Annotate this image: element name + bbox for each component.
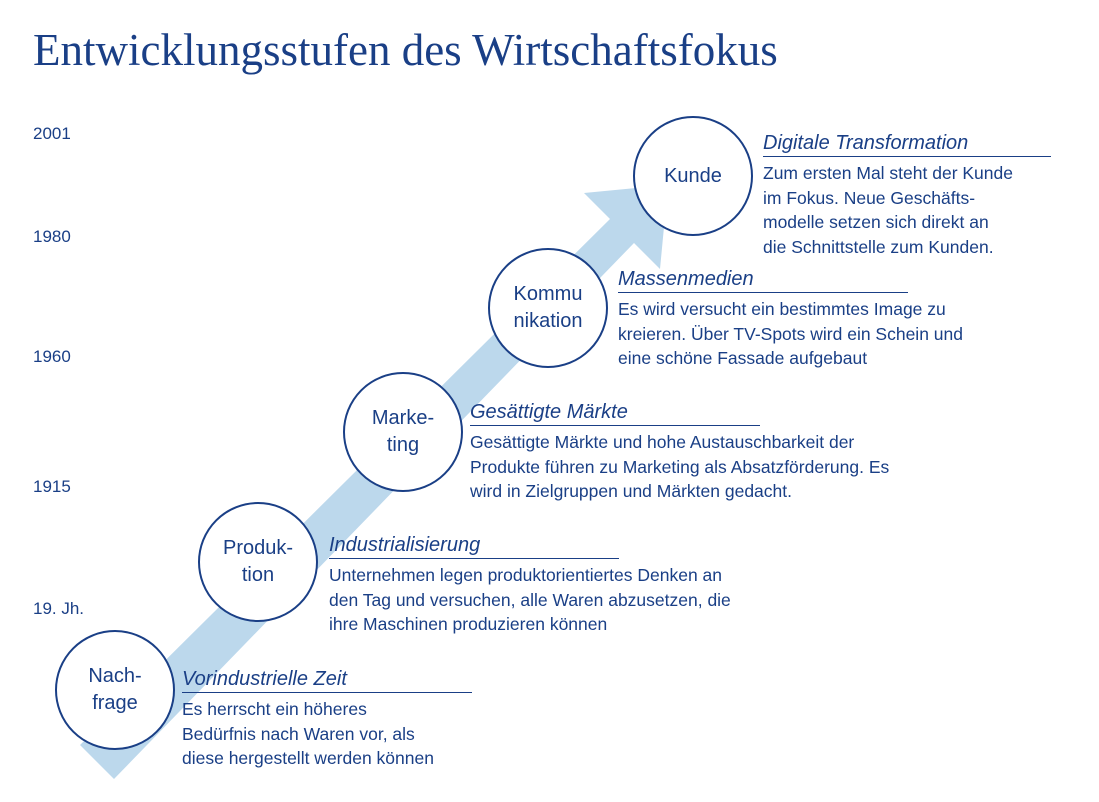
stage-heading: Gesättigte Märkte — [470, 400, 760, 426]
stage-circle-nachfrage: Nach- frage — [55, 630, 175, 750]
stage-description: Es wird versucht ein bestimmtes Image zu kreieren. Über TV-Spots wird ein Schein und eine schöne Fassade aufgebaut — [618, 299, 963, 368]
year-label: 2001 — [33, 124, 71, 143]
stage-heading: Digitale Transformation — [763, 131, 1051, 157]
stage-circle-produktion: Produk- tion — [198, 502, 318, 622]
year-label: 19. Jh. — [33, 599, 85, 618]
year-label: 1915 — [33, 477, 71, 496]
stage-heading: Massenmedien — [618, 267, 908, 293]
stage-heading: Vorindustrielle Zeit — [182, 667, 472, 693]
stage-description: Es herrscht ein höheres Bedürfnis nach Waren vor, als diese hergestellt werden können — [182, 699, 434, 768]
year-label: 1980 — [33, 227, 71, 246]
stage-text-vorindustrielle-zeit — [182, 667, 472, 771]
stage-circle-kommunikation: Kommu nikation — [488, 248, 608, 368]
stage-description: Zum ersten Mal steht der Kunde im Fokus. Neue Geschäfts- modelle setzen sich direkt an die Schnittstelle zum Kunden. — [763, 163, 1013, 257]
stage-description: Gesättigte Märkte und hohe Austauschbarkeit der Produkte führen zu Marketing als Absatzförderung. Es wird in Zielgruppen und Märkten gedacht. — [470, 432, 890, 501]
year-label: 1960 — [33, 347, 71, 366]
stage-text-gesaettigte-maerkte — [470, 400, 890, 504]
stage-description: Unternehmen legen produktorientiertes Denken an den Tag und versuchen, alle Waren abzusetzen, die ihre Maschinen produzieren können — [329, 565, 731, 634]
stage-text-digitale-transformation — [763, 131, 1051, 259]
stage-circle-kunde: Kunde — [633, 116, 753, 236]
stage-circle-marketing: Marke- ting — [343, 372, 463, 492]
stage-heading: Industrialisierung — [329, 533, 619, 559]
stage-text-industrialisierung — [329, 533, 731, 637]
stage-text-massenmedien — [618, 267, 963, 371]
page-title: Entwicklungsstufen des Wirtschaftsfokus — [33, 25, 778, 75]
